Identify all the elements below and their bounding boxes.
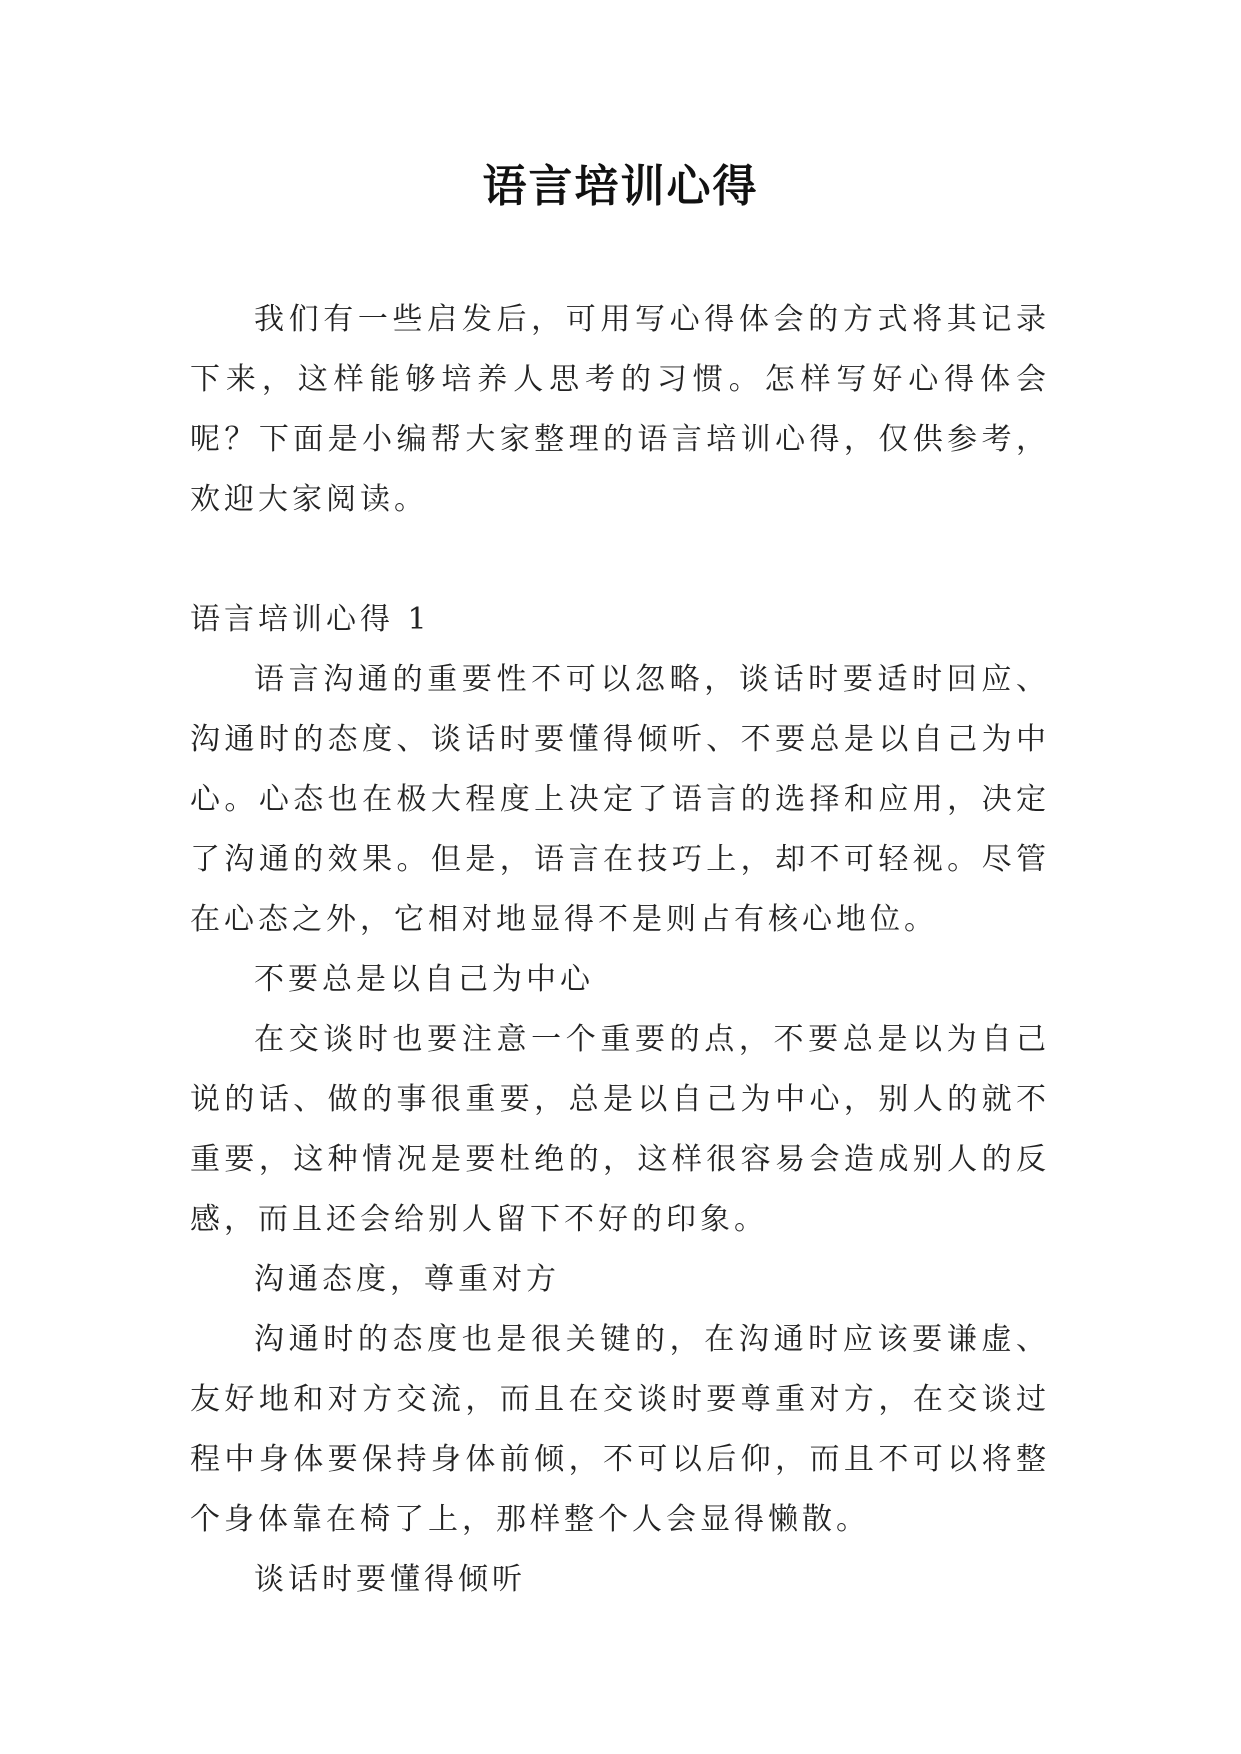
- subheading-paragraph: 谈话时要懂得倾听: [254, 1562, 526, 1597]
- body-paragraph: 语言沟通的重要性不可以忽略，谈话时要适时回应、沟通时的态度、谈话时要懂得倾听、不要总是以自己为中心。心态也在极大程度上决定了语言的选择和应用，决定了沟通的效果。但是，语言在技巧上，却不可轻视。尽管在心态之外，它相对地显得不是则占有核心地位。: [190, 662, 1050, 937]
- subheading-paragraph: 不要总是以自己为中心: [254, 962, 594, 997]
- section-heading: 语言培训心得 1: [190, 602, 431, 637]
- document-title: 语言培训心得: [482, 161, 759, 212]
- document-body: [190, 290, 1050, 1610]
- body-paragraph: 沟通时的态度也是很关键的，在沟通时应该要谦虚、友好地和对方交流，而且在交谈时要尊重对方，在交谈过程中身体要保持身体前倾，不可以后仰，而且不可以将整个身体靠在椅了上，那样整个人会显得懒散。: [190, 1322, 1050, 1537]
- body-paragraph: 在交谈时也要注意一个重要的点，不要总是以为自己说的话、做的事很重要，总是以自己为中心，别人的就不重要，这种情况是要杜绝的，这样很容易会造成别人的反感，而且还会给别人留下不好的印象。: [190, 1022, 1050, 1237]
- subheading-paragraph: 沟通态度，尊重对方: [254, 1262, 560, 1297]
- intro-paragraph: 我们有一些启发后，可用写心得体会的方式将其记录下来，这样能够培养人思考的习惯。怎样写好心得体会呢？下面是小编帮大家整理的语言培训心得，仅供参考，欢迎大家阅读。: [190, 302, 1050, 517]
